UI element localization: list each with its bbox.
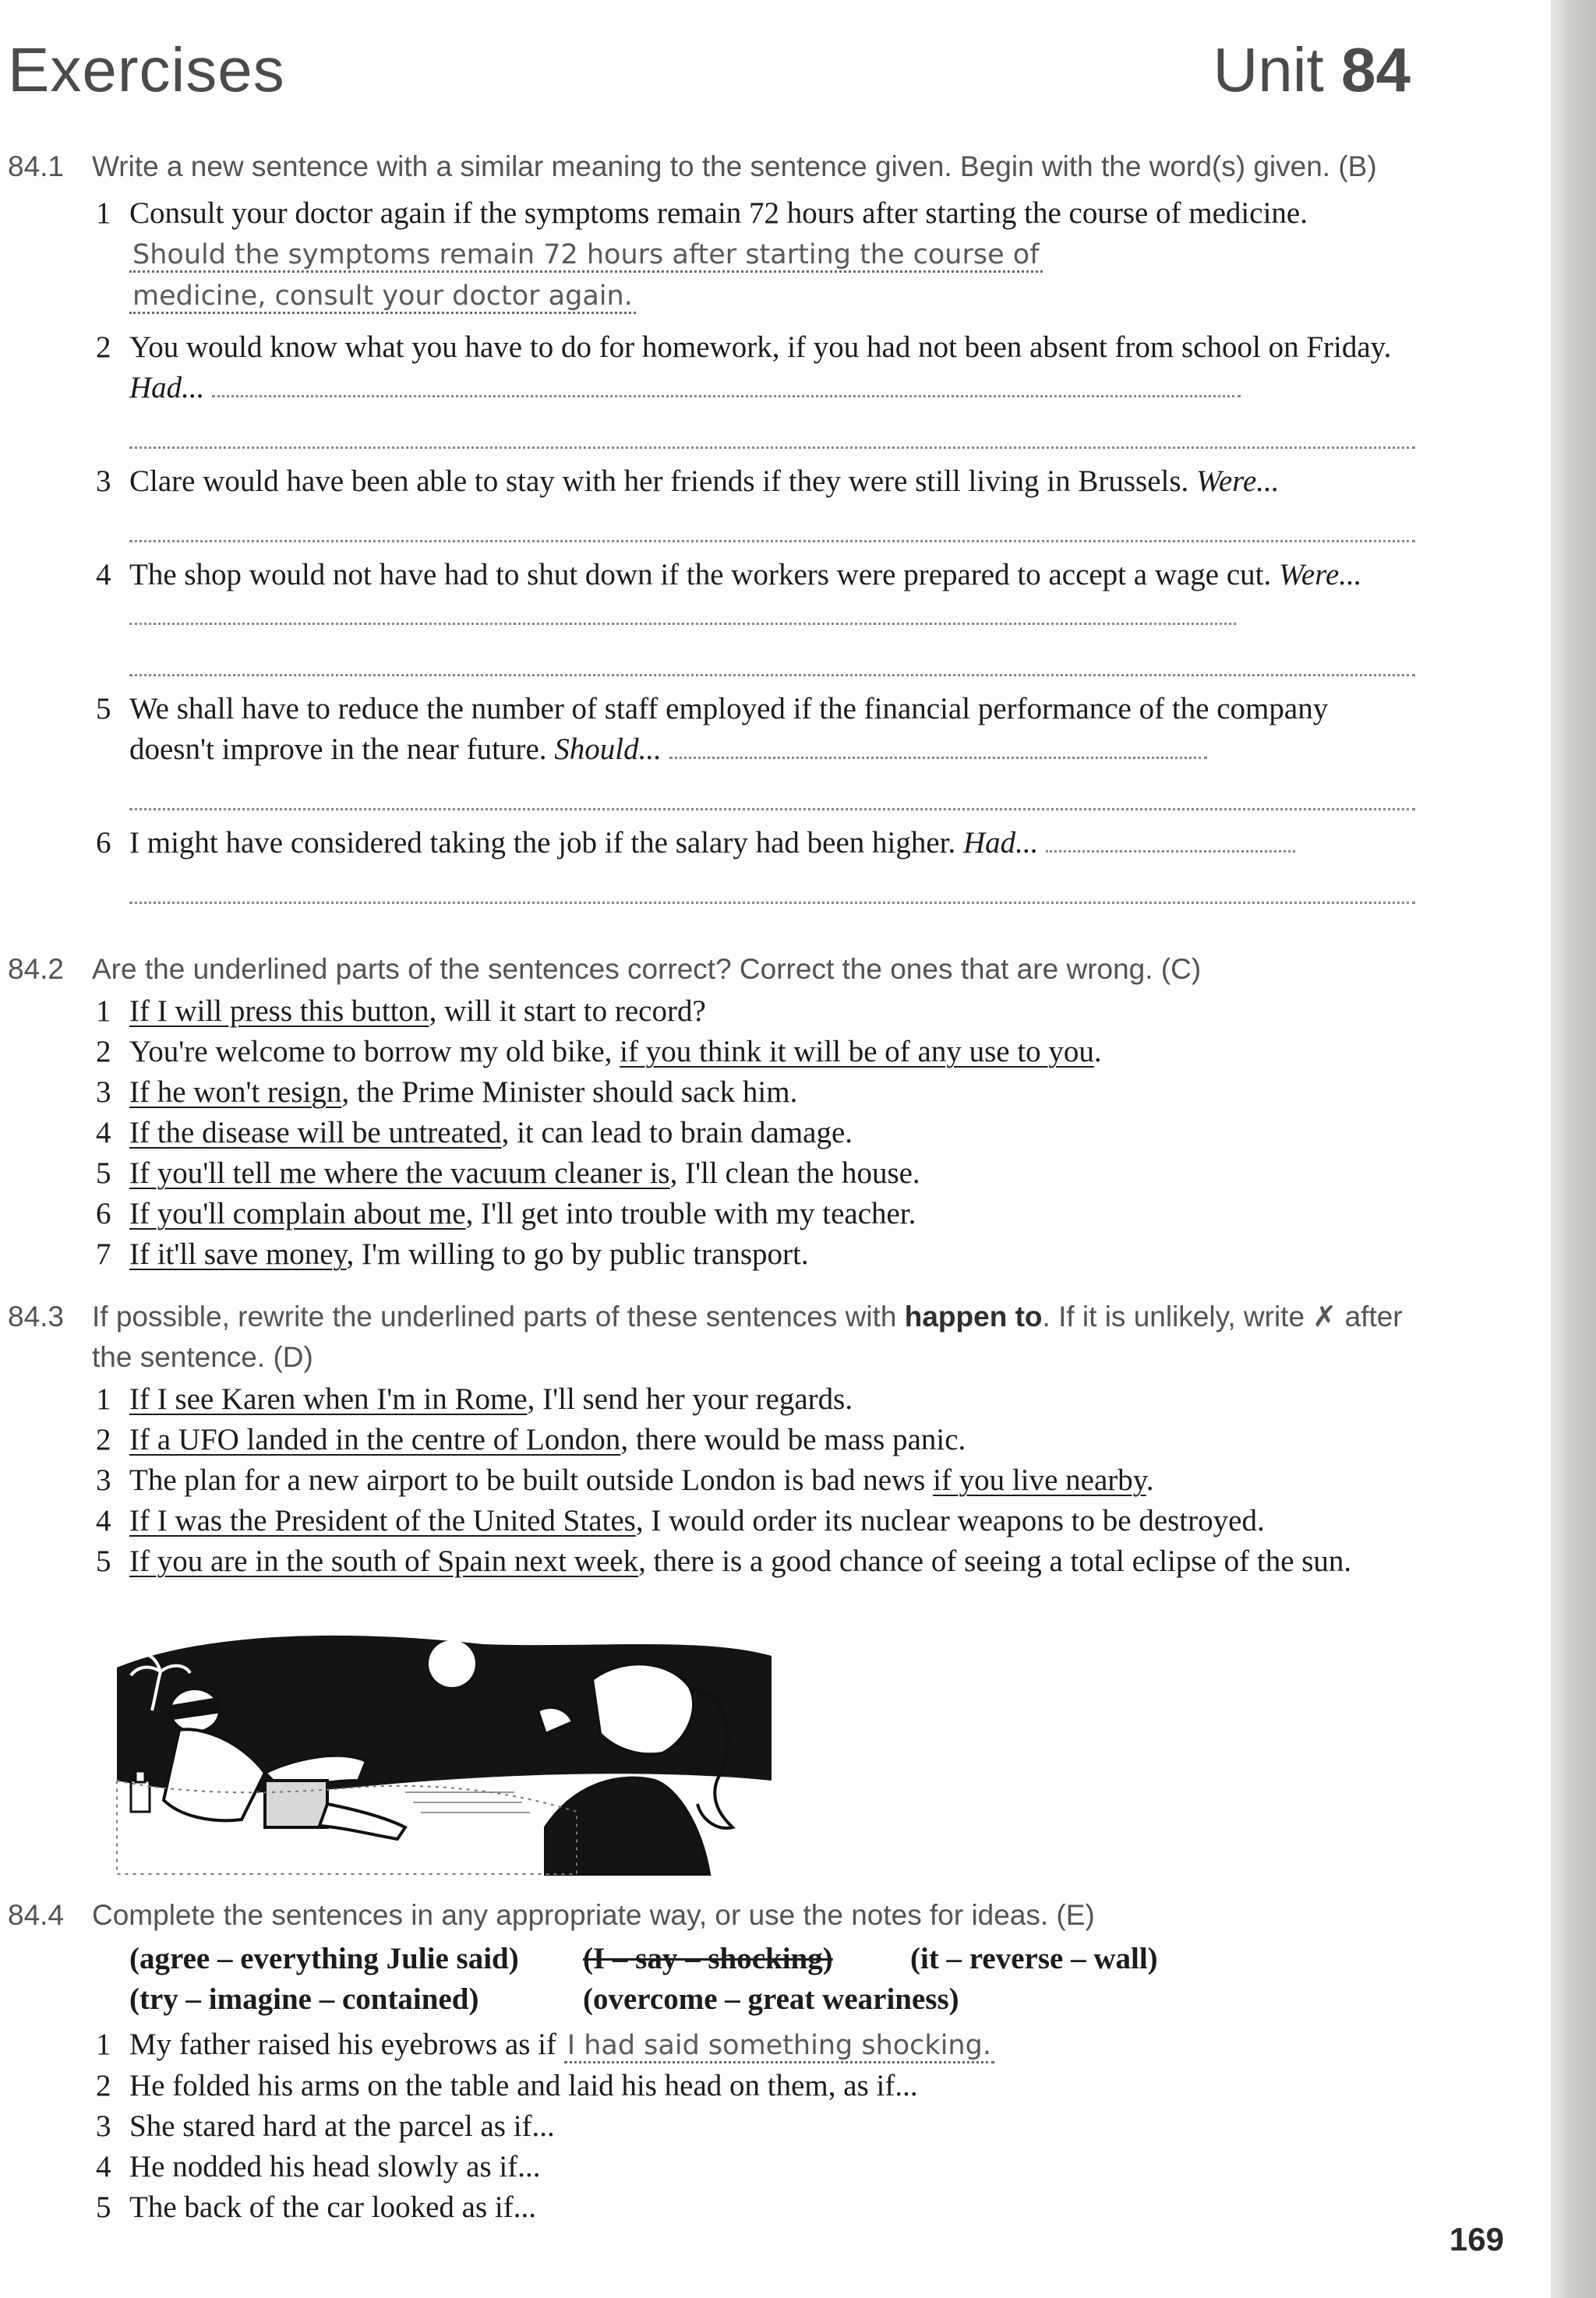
page-number: 169 [1449, 2221, 1504, 2257]
instruction-text: If possible, rewrite the underlined parts of these sentences with [92, 1301, 905, 1333]
item-number: 1 [96, 2028, 111, 2061]
exercise-84-3 [8, 1297, 1411, 1582]
exercise-instruction: Complete the sentences in any appropriate way, or use the notes for ideas. (E) [92, 1899, 1095, 1931]
note: (it – reverse – wall) [910, 1942, 1158, 1975]
item-text: The plan for a new airport to be built outside London is bad news [129, 1463, 934, 1497]
answer-line[interactable] [129, 636, 1415, 676]
underlined-part: If you'll complain about me [129, 1197, 466, 1230]
item-text: You would know what you have to do for homework, if you had not been absent from school on Friday. [129, 330, 1392, 364]
handwritten-answer: Should the symptoms remain 72 hours after starting the course of [129, 239, 1043, 273]
underlined-part: If I see Karen when I'm in Rome [129, 1382, 528, 1416]
note: (agree – everything Julie said) [129, 1942, 519, 1975]
item-text: , I would order its nuclear weapons to be destroyed. [635, 1504, 1265, 1537]
list-item [8, 2024, 1411, 2066]
list-item [8, 327, 1411, 408]
item-text: Consult your doctor again if the symptoms remain 72 hours after starting the course of medicine. [129, 196, 1308, 230]
item-text: Clare would have been able to stay with her friends if they were still living in Brussels. [129, 464, 1189, 498]
item-cue: Had... [129, 371, 205, 404]
exercise-heading [8, 1895, 1411, 1936]
page-header [8, 34, 1411, 112]
unit-number: 84 [1341, 35, 1411, 104]
underlined-part: If it'll save money [129, 1237, 347, 1271]
item-text: We shall have to reduce the number of staff employed if the financial performance of the company doesn't improve in the near future. [129, 692, 1329, 766]
item-cue: Were... [1279, 558, 1362, 591]
moon-icon [429, 1640, 475, 1687]
item-number: 4 [96, 558, 111, 591]
item-text: , I'll send her your regards. [527, 1382, 853, 1416]
list-item [8, 461, 1411, 502]
answer-line[interactable] [1046, 827, 1295, 852]
item-number: 4 [96, 2150, 111, 2183]
answer-line[interactable] [129, 502, 1415, 542]
item-number: 2 [96, 1035, 111, 1068]
list-item [8, 1460, 1411, 1501]
list-item [8, 1072, 1411, 1113]
idea-notes [129, 1939, 1411, 2020]
item-number: 6 [96, 1197, 111, 1230]
list-item [8, 1113, 1411, 1153]
answer-line[interactable] [129, 408, 1415, 449]
item-text: , I'll get into trouble with my teacher. [465, 1197, 916, 1230]
exercise-84-1 [8, 146, 1411, 907]
handwritten-answer: medicine, consult your doctor again. [129, 281, 636, 314]
list-item [8, 1032, 1411, 1072]
item-text: . [1146, 1463, 1154, 1497]
item-text: , the Prime Minister should sack him. [341, 1075, 798, 1109]
section-title: Exercises [8, 35, 285, 104]
item-text: He nodded his head slowly as if... [129, 2150, 541, 2183]
underlined-part: If you'll tell me where the vacuum cleaner is [129, 1156, 670, 1190]
item-text: , I'll clean the house. [669, 1156, 920, 1190]
note-struck: (I – say – shocking) [583, 1942, 833, 1975]
exercise-heading [8, 1297, 1411, 1378]
item-number: 2 [96, 330, 111, 364]
item-text: The shop would not have had to shut down if the workers were prepared to accept a wage cut. [129, 558, 1272, 591]
unit-label: Unit [1213, 35, 1342, 104]
item-text: She stared hard at the parcel as if... [129, 2109, 555, 2143]
item-text: , there would be mass panic. [620, 1423, 966, 1456]
underlined-part: If he won't resign [129, 1075, 342, 1109]
item-text: I might have considered taking the job if the salary had been higher. [129, 826, 956, 860]
item-number: 1 [96, 994, 111, 1028]
note: (overcome – great weariness) [583, 1982, 959, 2016]
item-text: , I'm willing to go by public transport. [346, 1237, 809, 1271]
list-item [8, 1153, 1411, 1194]
list-item [8, 991, 1411, 1032]
exercise-instruction: Are the underlined parts of the sentences correct? Correct the ones that are wrong. (C) [92, 953, 1202, 985]
list-item [8, 2066, 1411, 2106]
item-number: 7 [96, 1237, 111, 1271]
exercise-instruction [92, 1297, 1411, 1378]
item-number: 2 [96, 1423, 111, 1456]
instruction-text: . If it is unlikely, write ✗ after the sentence. (D) [92, 1301, 1403, 1373]
item-text: . [1093, 1035, 1102, 1068]
list-item [8, 823, 1411, 863]
sand-lines [405, 1792, 530, 1813]
item-number: 1 [96, 1382, 111, 1416]
item-number: 3 [96, 1075, 111, 1109]
item-text: The back of the car looked as if... [129, 2190, 536, 2224]
item-number: 5 [96, 1544, 111, 1578]
exercise-number: 84.1 [8, 150, 65, 182]
answer-line[interactable] [212, 372, 1241, 397]
list-item [8, 2147, 1411, 2187]
list-item [8, 555, 1411, 636]
item-number: 4 [96, 1116, 111, 1149]
item-number: 1 [96, 196, 111, 230]
item-number: 3 [96, 2109, 111, 2143]
list-item [8, 1501, 1411, 1541]
exercise-84-2 [8, 949, 1411, 1275]
item-text: , it can lead to brain damage. [501, 1116, 853, 1149]
list-item [8, 1379, 1411, 1420]
unit-title [1213, 34, 1411, 106]
book-spine-shadow [1551, 0, 1596, 2298]
item-text: My father raised his eyebrows as if [129, 2028, 556, 2061]
instruction-keyword: happen to [904, 1301, 1043, 1333]
item-number: 4 [96, 1504, 111, 1537]
item-text: , there is a good chance of seeing a total eclipse of the sun. [638, 1544, 1352, 1578]
beach-eclipse-illustration [109, 1625, 779, 1882]
item-number: 3 [96, 1463, 111, 1497]
list-item [8, 193, 1411, 316]
underlined-part: If the disease will be untreated [129, 1116, 502, 1149]
item-number: 5 [96, 2190, 111, 2224]
underlined-part: If a UFO landed in the centre of London [129, 1423, 621, 1456]
item-number: 3 [96, 464, 111, 498]
exercise-heading [8, 146, 1411, 187]
item-number: 6 [96, 826, 111, 860]
list-item [8, 1234, 1411, 1275]
list-item [8, 1420, 1411, 1460]
item-text: , will it start to record? [429, 994, 706, 1028]
item-number: 2 [96, 2069, 111, 2102]
handwritten-answer: I had said something shocking. [564, 2030, 994, 2063]
list-item [8, 2187, 1411, 2228]
item-number: 5 [96, 1156, 111, 1190]
answer-line[interactable] [129, 770, 1415, 810]
answer-line[interactable] [129, 863, 1415, 904]
underlined-part: If I will press this button [129, 994, 429, 1028]
answer-line[interactable] [669, 733, 1207, 759]
note: (try – imagine – contained) [129, 1982, 479, 2016]
item-cue: Should... [554, 732, 662, 766]
item-text: He folded his arms on the table and laid his head on them, as if... [129, 2069, 918, 2102]
item-cue: Had... [963, 826, 1039, 860]
list-item [8, 689, 1411, 770]
exercise-heading [8, 949, 1411, 990]
underlined-part: If you are in the south of Spain next week [129, 1544, 639, 1578]
exercise-84-4 [8, 1895, 1411, 2228]
exercise-number: 84.2 [8, 953, 65, 985]
exercise-number: 84.4 [8, 1899, 65, 1931]
exercise-instruction: Write a new sentence with a similar meaning to the sentence given. Begin with the word(s) given. (B) [92, 150, 1377, 182]
underlined-part: If I was the President of the United States [129, 1504, 636, 1537]
exercise-number: 84.3 [8, 1301, 65, 1333]
list-item [8, 1541, 1411, 1582]
underlined-part: if you live nearby [933, 1463, 1146, 1497]
item-text: You're welcome to borrow my old bike, [129, 1035, 620, 1068]
underlined-part: if you think it will be of any use to you [620, 1035, 1094, 1068]
item-cue: Were... [1196, 464, 1280, 498]
list-item [8, 1194, 1411, 1234]
item-number: 5 [96, 692, 111, 725]
answer-line[interactable] [129, 599, 1236, 625]
list-item [8, 2106, 1411, 2147]
